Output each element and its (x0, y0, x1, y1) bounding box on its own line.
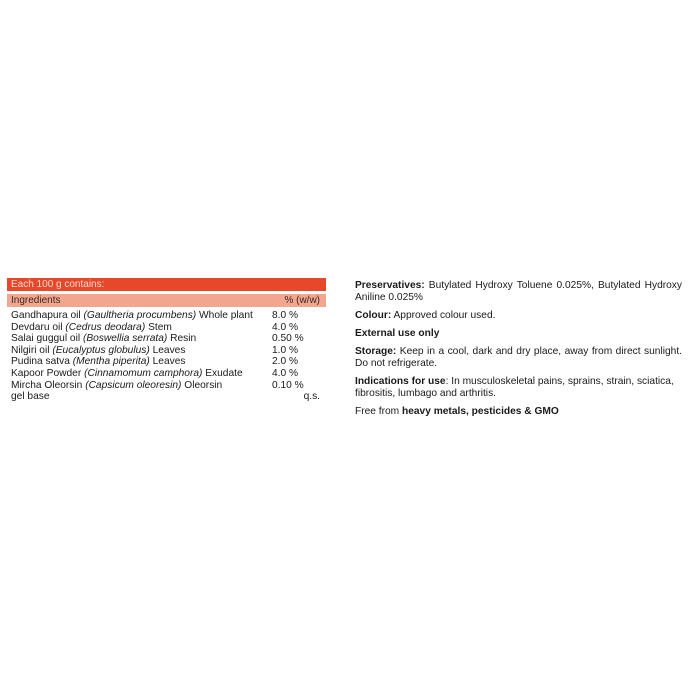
ingredient-scientific-name: (Boswellia serrata) (82, 333, 168, 345)
ingredient-percent: q.s. (303, 391, 320, 403)
ingredient-percent: 1.0 % (272, 344, 299, 356)
indications-text: : In musculoskeletal pains, sprains, strain, sciatica, fibrositis, lumbago and arthritis. (355, 376, 674, 399)
ingredient-name (11, 380, 222, 392)
colour-line (355, 310, 682, 322)
ingredient-row (11, 380, 320, 392)
storage-label: Storage: (355, 346, 397, 357)
preservatives-label: Preservatives: (355, 280, 425, 291)
ingredient-percent: 2.0 % (272, 356, 299, 368)
percent-column-label: % (w/w) (284, 295, 320, 306)
ingredient-name (11, 345, 185, 357)
ingredient-name (11, 310, 253, 322)
ingredient-scientific-name: (Eucalyptus globulus) (52, 344, 150, 356)
ingredient-scientific-name: (Cinnamomum camphora) (84, 367, 203, 379)
ingredient-common-name: Gandhapura oil (11, 310, 81, 321)
ingredient-name (11, 391, 50, 403)
ingredient-scientific-name: (Mentha piperita) (72, 356, 150, 368)
ingredient-percent: 4.0 % (272, 321, 299, 333)
product-info-panel (355, 280, 682, 424)
indications-label: Indications for use (355, 376, 446, 387)
ingredient-scientific-name: (Capsicum oleoresin) (85, 379, 182, 391)
ingredient-name (11, 333, 196, 345)
colour-text: Approved colour used. (393, 310, 496, 321)
ingredient-plant-part: Leaves (152, 344, 186, 356)
ingredient-plant-part: Whole plant (199, 310, 253, 321)
ingredient-plant-part: Exudate (205, 367, 243, 379)
ingredient-row (11, 391, 320, 403)
free-from-items: heavy metals, pesticides & GMO (401, 406, 559, 417)
ingredient-row (11, 310, 320, 322)
ingredient-percent: 0.10 % (272, 379, 304, 391)
free-from-prefix: Free from (355, 406, 402, 417)
storage-line (355, 346, 682, 370)
ingredient-scientific-name: (Gaultheria procumbens) (83, 310, 197, 321)
ingredient-common-name: gel base (11, 391, 50, 403)
external-use-note: External use only (355, 328, 440, 339)
ingredient-row (11, 356, 320, 368)
ingredient-name (11, 368, 243, 380)
ingredient-row (11, 333, 320, 345)
ingredient-row (11, 322, 320, 334)
preservatives-line (355, 280, 682, 304)
ingredient-plant-part: Resin (170, 333, 197, 345)
indications-line (355, 376, 682, 400)
ingredient-common-name: Salai guggul oil (11, 333, 81, 345)
ingredient-percent: 4.0 % (272, 367, 299, 379)
ingredient-common-name: Mircha Oleorsin (11, 379, 83, 391)
composition-header: Each 100 g contains: (7, 278, 326, 291)
ingredients-column-header (7, 294, 326, 307)
ingredient-percent: 8.0 % (272, 310, 299, 321)
storage-text: Keep in a cool, dark and dry place, away from direct sunlight. Do not refrigerate. (355, 346, 682, 369)
preservatives-text: Butylated Hydroxy Toluene 0.025%, Butylated Hydroxy Aniline 0.025% (355, 280, 682, 303)
ingredient-row (11, 345, 320, 357)
ingredient-common-name: Pudina satva (11, 356, 70, 368)
ingredient-plant-part: Leaves (152, 356, 186, 368)
ingredient-row (11, 368, 320, 380)
free-from-line (355, 406, 682, 418)
ingredient-scientific-name: (Cedrus deodara) (65, 321, 146, 333)
colour-label: Colour: (355, 310, 392, 321)
ingredient-common-name: Kapoor Powder (11, 367, 82, 379)
ingredient-percent: 0.50 % (272, 333, 304, 345)
ingredient-name (11, 356, 185, 368)
ingredient-plant-part: Stem (148, 321, 172, 333)
ingredient-name (11, 322, 172, 334)
ingredients-table (7, 310, 326, 403)
ingredients-column-label: Ingredients (11, 295, 61, 306)
ingredient-plant-part: Oleorsin (184, 379, 223, 391)
composition-panel (7, 278, 326, 403)
ingredient-common-name: Nilgiri oil (11, 344, 50, 356)
ingredient-common-name: Devdaru oil (11, 321, 63, 333)
